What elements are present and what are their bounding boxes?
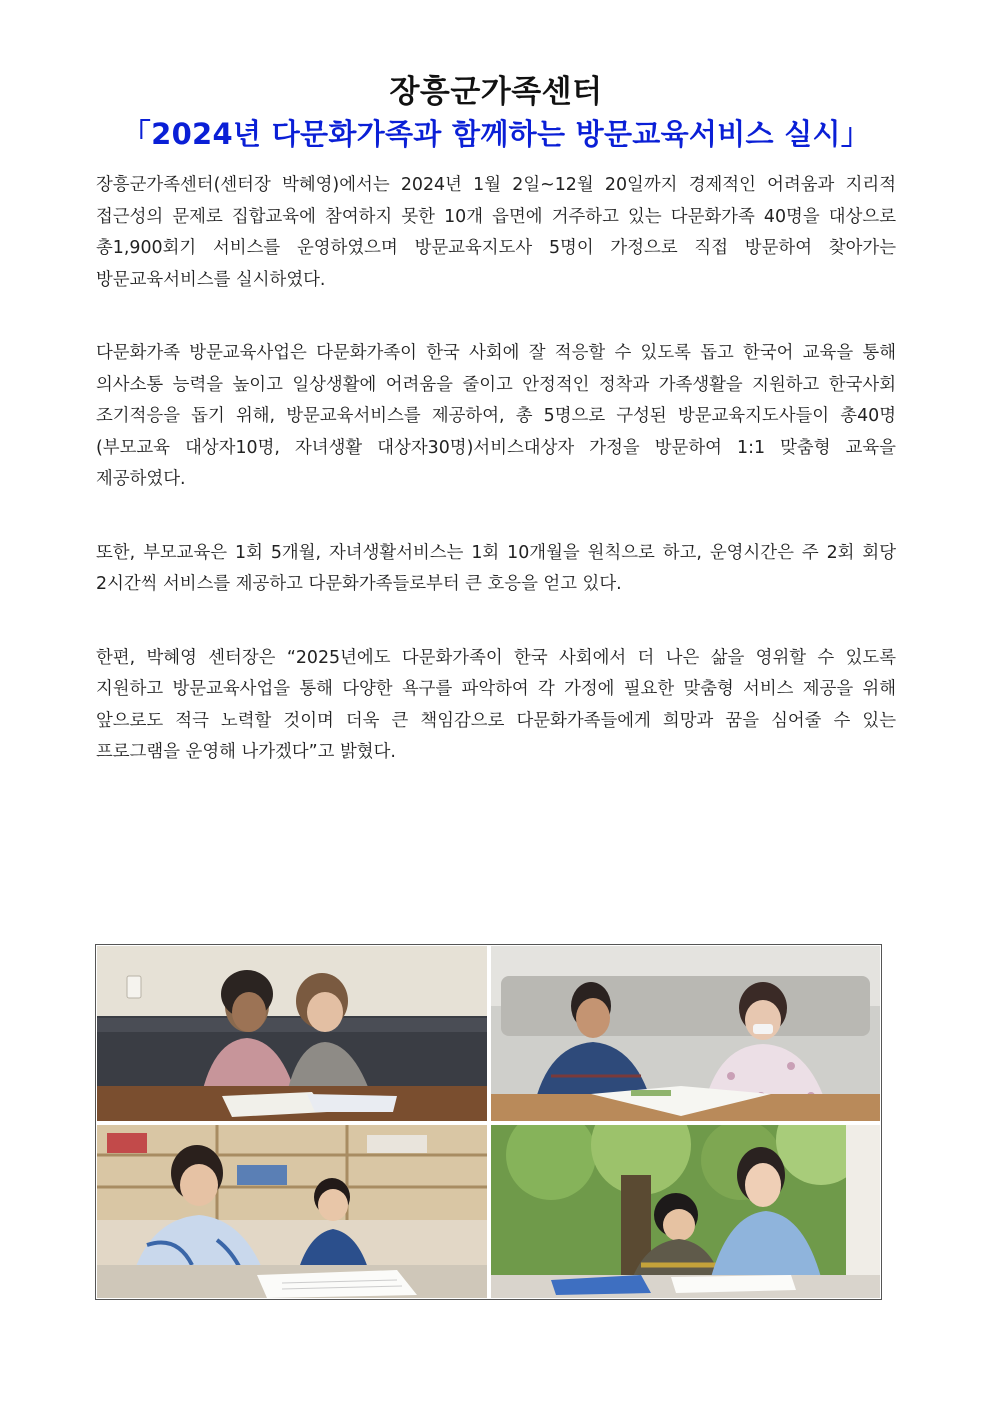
photo-mother-and-teacher-sofa xyxy=(97,946,487,1121)
paragraph-1: 장흥군가족센터(센터장 박혜영)에서는 2024년 1월 2일~12월 20일까지 경제적인 어려움과 지리적 접근성의 문제로 집합교육에 참여하지 못한 10개 읍면에 거주하고 있는 다문화가족 40명을 대상으로 총1,900회기 서비스를 운영하였으며 방문교육지도사 5명이 가정으로 직접 방문하여 찾아가는 방문교육서비스를 실시하였다. xyxy=(96,175,896,290)
headline: 「2024년 다문화가족과 함께하는 방문교육서비스 실시」 xyxy=(121,117,871,151)
org-title: 장흥군가족센터 xyxy=(389,74,603,110)
paragraph-4: 한편, 박혜영 센터장은 “2025년에도 다문화가족이 한국 사회에서 더 나은 삶을 영위할 수 있도록 지원하고 방문교육사업을 통해 다양한 욕구를 파악하여 각 가정에 필요한 맞춤형 서비스 제공을 위해 앞으로도 적극 노력할 것이며 더욱 큰 책임감으로 다문화가족들에게 희망과 꿈을 심어줄 수 있는 프로그램을 운영해 나가겠다”고 밝혔다. xyxy=(96,647,896,762)
photo-couple-with-books xyxy=(491,946,880,1121)
paragraph-2: 다문화가족 방문교육사업은 다문화가족이 한국 사회에 잘 적응할 수 있도록 돕고 한국어 교육을 통해 의사소통 능력을 높이고 일상생활에 어려움을 줄이고 안정적인 정착과 가족생활을 지원하고 한국사회 조기적응을 돕기 위해, 방문교육서비스를 제공하여, 총 5명으로 구성된 방문교육지도사들이 총40명(부모교육 대상자10명, 자녀생활 대상자30명)서비스대상자 가정을 방문하여 1:1 맞춤형 교육을 제공하였다. xyxy=(96,343,896,489)
paragraph-3: 또한, 부모교육은 1회 5개월, 자녀생활서비스는 1회 10개월을 원칙으로 하고, 운영시간은 주 2회 회당 2시간씩 서비스를 제공하고 다문화가족들로부터 큰 호응을 얻고 있다. xyxy=(96,542,896,594)
photo-teacher-and-boy-tree-mural xyxy=(491,1125,880,1298)
article-body xyxy=(96,170,896,811)
photo-grid xyxy=(95,944,882,1300)
photo-mother-and-son-studying xyxy=(97,1125,487,1298)
